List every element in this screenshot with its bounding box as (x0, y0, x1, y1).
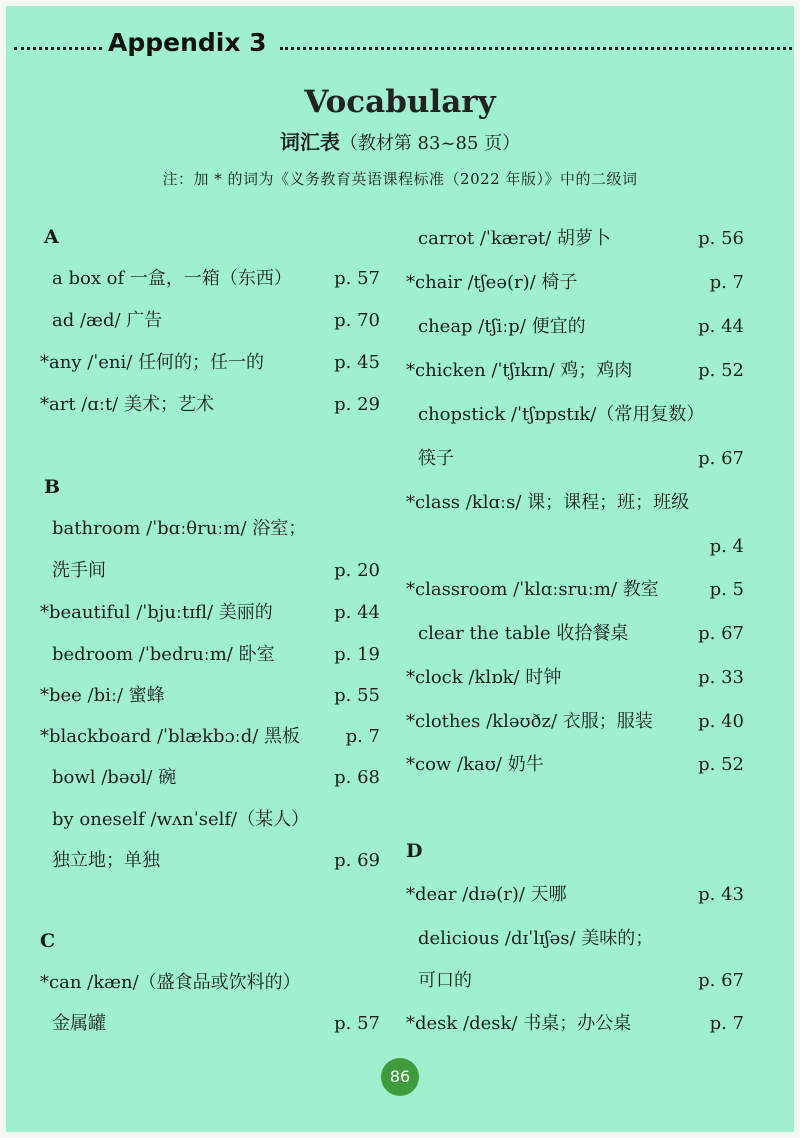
entry-page: p. 69 (334, 850, 380, 871)
section-letter-b: B (44, 476, 61, 498)
section-letter-d: D (406, 840, 423, 862)
entry-text: a box of 一盒，一箱（东西） (52, 268, 292, 289)
entry-text: carrot /ˈkærət/ 胡萝卜 (418, 228, 611, 249)
entry-text: bedroom /ˈbedruːm/ 卧室 (52, 644, 275, 665)
entry-page: p. 57 (334, 1013, 380, 1034)
vocab-entry (40, 640, 380, 670)
entry-page: p. 43 (698, 884, 744, 905)
entry-text: *dear /dɪə(r)/ 天哪 (406, 884, 567, 905)
entry-page: p. 29 (334, 394, 380, 415)
entry-page: p. 70 (334, 310, 380, 331)
entry-text: bowl /bəʊl/ 碗 (52, 767, 177, 788)
entry-page: p. 19 (334, 644, 380, 665)
note-text: 注：加 * 的词为《义务教育英语课程标准（2022 年版）》中的二级词 (162, 170, 638, 188)
entry-text: delicious /dɪˈlɪʃəs/ 美味的； (418, 928, 654, 949)
vocab-entry (40, 598, 380, 628)
entry-text: *clock /klɒk/ 时钟 (406, 667, 562, 688)
entry-text: bathroom /ˈbɑːθruːm/ 浴室； (52, 518, 307, 539)
entry-text: *class /klɑːs/ 课；课程；班；班级 (406, 492, 690, 513)
vocab-entry (40, 681, 380, 711)
entry-text: 金属罐 (52, 1013, 106, 1034)
entry-page: p. 67 (698, 970, 744, 991)
section-letter-a: A (44, 226, 59, 248)
entry-page: p. 52 (698, 360, 744, 381)
vocab-entry (406, 619, 746, 649)
entry-text: 可口的 (418, 970, 472, 991)
vocab-entry (40, 1009, 380, 1039)
entry-text: by oneself /wʌnˈself/（某人） (52, 809, 310, 830)
entry-text: *cow /kaʊ/ 奶牛 (406, 754, 544, 775)
entry-text: *classroom /ˈklɑːsruːm/ 教室 (406, 579, 659, 600)
vocab-entry (406, 488, 746, 518)
entry-page: p. 56 (698, 228, 744, 249)
appendix-header (14, 28, 792, 58)
subtitle-pages: （教材第 83~85 页） (339, 133, 521, 154)
entry-page: p. 52 (698, 754, 744, 775)
entry-text: *blackboard /ˈblækbɔːd/ 黑板 (40, 726, 301, 747)
vocab-entry (406, 707, 746, 737)
entry-text: *beautiful /ˈbjuːtɪfl/ 美丽的 (40, 602, 273, 623)
entry-text: cheap /tʃiːp/ 便宜的 (418, 316, 586, 337)
entry-page: p. 68 (334, 767, 380, 788)
entry-page: p. 20 (334, 560, 380, 581)
vocab-entry (406, 312, 746, 342)
vocab-entry (406, 400, 746, 430)
entry-page: p. 4 (709, 536, 744, 557)
entry-page: p. 5 (709, 579, 744, 600)
entry-page: p. 45 (334, 352, 380, 373)
entry-page: p. 33 (698, 667, 744, 688)
vocab-entry (40, 763, 380, 793)
vocab-entry (406, 750, 746, 780)
entry-text: *chicken /ˈtʃɪkɪn/ 鸡；鸡肉 (406, 360, 633, 381)
vocab-entry (406, 966, 746, 996)
entry-text: *art /ɑːt/ 美术；艺术 (40, 394, 214, 415)
entry-text: 筷子 (418, 448, 454, 469)
vocab-entry (406, 224, 746, 254)
entry-text: *desk /desk/ 书桌；办公桌 (406, 1013, 632, 1034)
page-number-badge: 86 (381, 1058, 419, 1096)
vocab-entry (406, 268, 746, 298)
entry-page: p. 55 (334, 685, 380, 706)
vocab-entry (40, 514, 380, 544)
entry-text: *any /ˈeni/ 任何的；任一的 (40, 352, 265, 373)
entry-page: p. 7 (709, 272, 744, 293)
vocab-entry (406, 880, 746, 910)
entry-text: ad /æd/ 广告 (52, 310, 163, 331)
vocab-entry (40, 722, 380, 752)
entry-page: p. 67 (698, 448, 744, 469)
vocab-entry (40, 846, 380, 876)
entry-text: *can /kæn/（盛食品或饮料的） (40, 972, 301, 993)
vocab-entry (406, 924, 746, 954)
entry-text: *bee /biː/ 蜜蜂 (40, 685, 165, 706)
entry-text: *chair /tʃeə(r)/ 椅子 (406, 272, 578, 293)
vocab-entry (40, 556, 380, 586)
subtitle-chinese: 词汇表 (279, 130, 340, 154)
vocab-entry (406, 444, 746, 474)
appendix-label: Appendix 3 (108, 28, 267, 57)
page-subtitle (0, 126, 800, 155)
vocab-entry (40, 390, 380, 420)
section-letter-c: C (40, 930, 56, 952)
entry-text: clear the table 收拾餐桌 (418, 623, 629, 644)
entry-page: p. 67 (698, 623, 744, 644)
vocab-entry (406, 532, 746, 562)
page-title: Vocabulary (304, 84, 496, 120)
entry-text: chopstick /ˈtʃɒpstɪk/（常用复数） (418, 404, 705, 425)
vocab-entry (40, 348, 380, 378)
vocab-entry (406, 663, 746, 693)
vocab-entry (40, 805, 380, 835)
entry-page: p. 44 (698, 316, 744, 337)
vocab-entry (406, 575, 746, 605)
vocab-entry (40, 264, 380, 294)
entry-text: 独立地；单独 (52, 850, 160, 871)
vocab-entry (406, 356, 746, 386)
entry-text: 洗手间 (52, 560, 106, 581)
vocab-entry (40, 968, 380, 998)
dotted-rule-left (14, 47, 102, 50)
entry-page: p. 7 (345, 726, 380, 747)
entry-page: p. 57 (334, 268, 380, 289)
entry-page: p. 40 (698, 711, 744, 732)
entry-page: p. 7 (709, 1013, 744, 1034)
vocab-entry (40, 306, 380, 336)
vocab-entry (406, 1009, 746, 1039)
entry-text: *clothes /kləʊðz/ 衣服；服装 (406, 711, 653, 732)
dotted-rule-right (280, 47, 792, 50)
entry-page: p. 44 (334, 602, 380, 623)
